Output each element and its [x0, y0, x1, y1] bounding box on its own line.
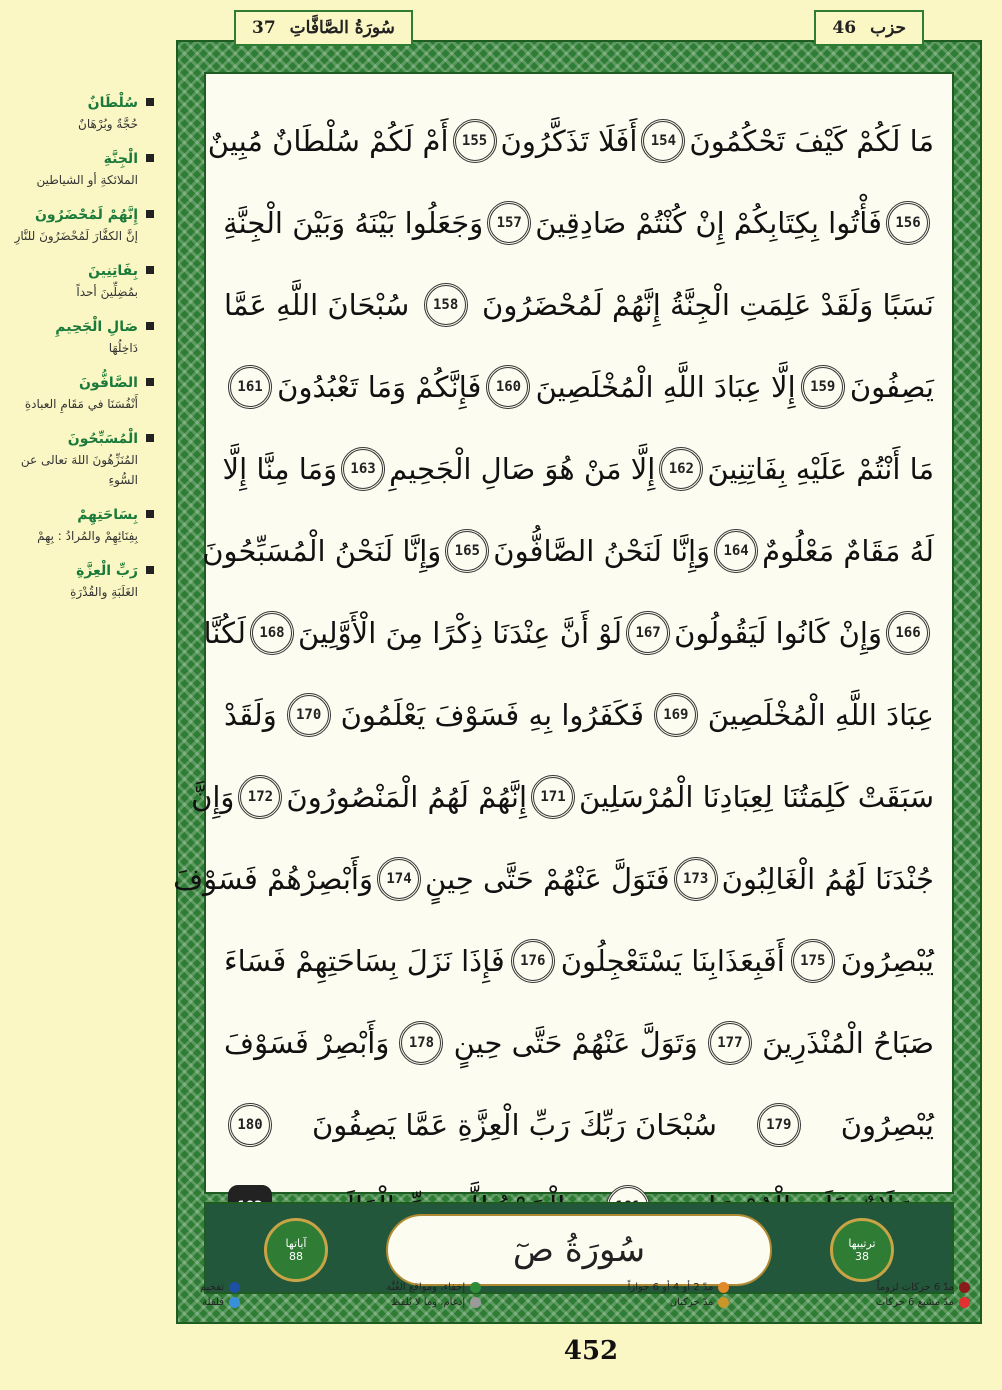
ayah-number-marker: 169 — [654, 693, 698, 737]
verse-line — [224, 264, 934, 346]
juz-number: 37 — [252, 18, 276, 38]
glossary-definition: أَنْفُسَنَا في مَقَامِ العبادةِ — [24, 397, 138, 411]
glossary-item — [0, 260, 160, 302]
glossary-item — [0, 372, 160, 414]
verse-line — [202, 510, 934, 592]
color-dot-icon — [470, 1297, 481, 1308]
bullet-icon — [146, 266, 154, 274]
legend-item — [200, 1282, 240, 1293]
ayah-number-marker: 154 — [641, 119, 685, 163]
ayah-number-marker: 170 — [287, 693, 331, 737]
verse-text: وَأَبْصِرْهُمْ فَسَوْفَ — [173, 862, 373, 896]
legend-item — [628, 1282, 730, 1293]
verse-text: يُبْصِرُونَ — [840, 944, 934, 978]
ayah-number-marker: 168 — [250, 611, 294, 655]
verse-line — [224, 674, 934, 756]
bullet-icon — [146, 98, 154, 106]
ayah-number-marker: 174 — [377, 857, 421, 901]
ayah-number-marker: 162 — [659, 447, 703, 491]
verse-text: نَسَبًا وَلَقَدْ عَلِمَتِ الْجِنَّةُ إِنَّهُمْ لَمُحْضَرُونَ — [482, 288, 934, 322]
legend-column — [387, 1282, 482, 1322]
color-dot-icon — [959, 1282, 970, 1293]
hizb-number: 46 — [832, 18, 857, 38]
verse-text: وَجَعَلُوا بَيْنَهُ وَبَيْنَ الْجِنَّةِ — [223, 206, 484, 240]
verse-text: وَإِنَّا لَنَحْنُ الصَّافُّونَ — [493, 534, 711, 568]
ayah-count-value: 88 — [289, 1250, 303, 1263]
legend-item — [387, 1297, 482, 1308]
color-dot-icon — [718, 1297, 729, 1308]
glossary-definition: بِفِنَائِهِمْ والمُرادُ : بِهِمْ — [37, 529, 138, 543]
surah-name: سُورَةُ الصَّافَّاتِ — [289, 18, 395, 38]
ayah-number-marker: 156 — [886, 201, 930, 245]
verse-text: أَفَبِعَذَابِنَا يَسْتَعْجِلُونَ — [560, 944, 785, 978]
page-number: 452 — [563, 1336, 619, 1366]
verse-text: وَإِنَّ — [191, 780, 235, 814]
verse-line — [224, 182, 934, 264]
surah-order-value: 38 — [855, 1250, 869, 1263]
legend-column — [200, 1282, 240, 1322]
surah-banner — [204, 1202, 954, 1294]
legend-text: إخفاء، ومواقع الغُنَّة — [386, 1282, 466, 1293]
glossary-item — [0, 92, 160, 134]
ayah-number-marker: 160 — [486, 365, 530, 409]
verse-line — [203, 592, 934, 674]
glossary-definition: الغَلَبَةِ والقُدْرَةِ — [70, 585, 138, 599]
legend-text: إدغام، وما لا يُلفظ — [391, 1297, 466, 1308]
legend-text: مدّ 2 أو 4 أو 6 جوازاً — [627, 1282, 714, 1293]
page-frame — [173, 18, 982, 1324]
verse-lines — [173, 100, 934, 1248]
bullet-icon — [146, 434, 154, 442]
ayah-number-marker: 176 — [511, 939, 555, 983]
ayah-number-marker: 171 — [531, 775, 575, 819]
verse-line — [191, 756, 934, 838]
verse-text: يَصِفُونَ — [849, 370, 934, 404]
verse-text: إِنَّهُمْ لَهُمُ الْمَنْصُورُونَ — [286, 780, 528, 814]
ayah-number-marker: 175 — [791, 939, 835, 983]
ayah-number-marker: 180 — [228, 1103, 272, 1147]
glossary-definition: الملائكةِ أو الشياطين — [36, 173, 138, 187]
color-dot-icon — [229, 1282, 240, 1293]
glossary-definition: بمُضِلِّينَ أحداً — [76, 285, 138, 299]
glossary-word: بِسَاحَتِهِمْ — [77, 507, 138, 523]
ayah-number-marker: 179 — [757, 1103, 801, 1147]
verse-text: لَكُنَّا — [203, 616, 246, 650]
page-header — [234, 10, 924, 46]
ayah-number-marker: 165 — [445, 529, 489, 573]
ayah-count-medal — [264, 1218, 328, 1282]
verse-text: أَمْ لَكُمْ سُلْطَانٌ مُبِينٌ — [207, 124, 449, 158]
surah-title: سُورَةُ صٓ — [386, 1214, 772, 1286]
ayah-number-marker: 161 — [228, 365, 272, 409]
ayah-number-marker: 163 — [341, 447, 385, 491]
verse-text: فَأْتُوا بِكِتَابِكُمْ إِنْ كُنْتُمْ صَادِقِينَ — [535, 206, 882, 240]
ayah-number-marker: 166 — [886, 611, 930, 655]
verse-text: إِلَّا مَنْ هُوَ صَالِ الْجَحِيمِ — [389, 452, 656, 486]
verse-text: وَإِنَّا لَنَحْنُ الْمُسَبِّحُونَ — [202, 534, 442, 568]
ayah-number-marker: 177 — [708, 1021, 752, 1065]
glossary-word: سُلْطَانٌ — [87, 95, 138, 111]
glossary-item — [0, 204, 160, 246]
verse-text: مَا لَكُمْ كَيْفَ تَحْكُمُونَ — [689, 124, 934, 158]
ayah-number-marker: 178 — [399, 1021, 443, 1065]
legend-text: مدّ حركتان — [669, 1297, 714, 1308]
glossary-item — [0, 316, 160, 358]
verse-text: فَكَفَرُوا بِهِ فَسَوْفَ يَعْلَمُونَ — [340, 698, 644, 732]
verse-line — [207, 100, 934, 182]
glossary-word: إِنَّهُمْ لَمُحْضَرُونَ — [34, 207, 138, 223]
verse-line — [224, 346, 934, 428]
legend-item — [387, 1282, 482, 1293]
glossary-word: الْمُسَبِّحُونَ — [67, 431, 138, 447]
bullet-icon — [146, 154, 154, 162]
verse-text: جُنْدَنَا لَهُمُ الْغَالِبُونَ — [721, 862, 934, 896]
ayah-number-marker: 167 — [626, 611, 670, 655]
verse-text: فَتَوَلَّ عَنْهُمْ حَتَّى حِينٍ — [425, 862, 670, 896]
verse-text: إِلَّا عِبَادَ اللَّهِ الْمُخْلَصِينَ — [535, 370, 796, 404]
verse-text: لَهُ مَقَامٌ مَعْلُومٌ — [762, 534, 934, 568]
surah-order-label: ترتيبها — [848, 1237, 876, 1250]
verse-text: وَمَا مِنَّا إِلَّا — [222, 452, 338, 486]
ayah-number-marker: 173 — [674, 857, 718, 901]
bullet-icon — [146, 566, 154, 574]
glossary-item — [0, 428, 160, 490]
legend-item — [876, 1297, 970, 1308]
surah-order-medal — [830, 1218, 894, 1282]
hizb-header — [814, 10, 924, 46]
verse-text: وَأَبْصِرْ فَسَوْفَ — [224, 1026, 390, 1060]
color-dot-icon — [229, 1297, 240, 1308]
legend-column — [628, 1282, 730, 1322]
color-dot-icon — [470, 1282, 481, 1293]
glossary-word: بِفَاتِنِينَ — [88, 263, 138, 279]
legend-item — [628, 1297, 730, 1308]
ayah-number-marker: 155 — [453, 119, 497, 163]
glossary-definition: إنَّ الكفَّارَ لَمُحْضَرُونَ للنَّارِ — [14, 229, 138, 243]
bullet-icon — [146, 210, 154, 218]
verse-text: وَلَقَدْ — [224, 698, 277, 732]
glossary-word: الصَّافُّونَ — [78, 375, 138, 391]
glossary-word: الْجِنَّةِ — [103, 151, 138, 167]
verse-line — [224, 1084, 934, 1166]
ayah-number-marker: 172 — [238, 775, 282, 819]
verse-line — [224, 1002, 934, 1084]
hizb-label: حزب — [870, 18, 906, 38]
verse-line — [224, 920, 934, 1002]
legend-text: تفخيم — [200, 1282, 225, 1293]
color-dot-icon — [718, 1282, 729, 1293]
glossary-definition: حُجَّةٌ وبُرْهَانٌ — [78, 117, 138, 131]
bullet-icon — [146, 378, 154, 386]
glossary-definition: دَاخِلُهَا — [108, 341, 138, 355]
ayah-number-marker: 164 — [714, 529, 758, 573]
verse-text: وَتَوَلَّ عَنْهُمْ حَتَّى حِينٍ — [453, 1026, 698, 1060]
legend-column — [876, 1282, 970, 1322]
verse-text: سُبْحَانَ اللَّهِ عَمَّا — [224, 288, 410, 322]
verse-text: صَبَاحُ الْمُنْذَرِينَ — [762, 1026, 934, 1060]
legend-text: مدّ 6 حركات لزوماً — [876, 1282, 954, 1293]
bullet-icon — [146, 510, 154, 518]
legend-text: قلقلة — [202, 1297, 225, 1308]
ayah-number-marker: 159 — [801, 365, 845, 409]
verse-text: وَإِنْ كَانُوا لَيَقُولُونَ — [674, 616, 882, 650]
verse-text: فَإِذَا نَزَلَ بِسَاحَتِهِمْ فَسَاءَ — [224, 944, 505, 978]
bullet-icon — [146, 322, 154, 330]
legend-item — [876, 1282, 970, 1293]
glossary-item — [0, 560, 160, 602]
verse-text: عِبَادَ اللَّهِ الْمُخْلَصِينَ — [707, 698, 934, 732]
verse-text: سَبَقَتْ كَلِمَتُنَا لِعِبَادِنَا الْمُرْسَلِينَ — [579, 780, 934, 814]
verse-line — [224, 428, 934, 510]
tajweed-legend — [200, 1282, 970, 1322]
text-area — [173, 72, 954, 1194]
verse-text: فَإِنَّكُمْ وَمَا تَعْبُدُونَ — [277, 370, 482, 404]
glossary-panel — [0, 92, 160, 616]
verse-text: مَا أَنْتُمْ عَلَيْهِ بِفَاتِنِينَ — [707, 452, 934, 486]
legend-text: مدّ مشبع 6 حركات — [875, 1297, 954, 1308]
verse-text: أَفَلَا تَذَكَّرُونَ — [500, 124, 638, 158]
ayah-number-marker: 157 — [487, 201, 531, 245]
verse-text: لَوْ أَنَّ عِنْدَنَا ذِكْرًا مِنَ الْأَوَّلِينَ — [297, 616, 623, 650]
glossary-definition: المُنَزِّهُونَ اللهَ تعالى عن السُّوءِ — [20, 453, 138, 487]
color-dot-icon — [959, 1297, 970, 1308]
verse-text: سُبْحَانَ رَبِّكَ رَبِّ الْعِزَّةِ عَمَّا يَصِفُونَ — [311, 1108, 717, 1142]
glossary-item — [0, 148, 160, 190]
glossary-word: صَالِ الْجَحِيمِ — [55, 319, 138, 335]
ayah-number-marker: 158 — [424, 283, 468, 327]
verse-text: يُبْصِرُونَ — [840, 1108, 934, 1142]
glossary-item — [0, 504, 160, 546]
legend-item — [200, 1297, 240, 1308]
glossary-word: رَبِّ الْعِزَّةِ — [76, 563, 138, 579]
ayah-count-label: آياتها — [285, 1237, 307, 1250]
surah-header — [234, 10, 413, 46]
verse-line — [173, 838, 934, 920]
